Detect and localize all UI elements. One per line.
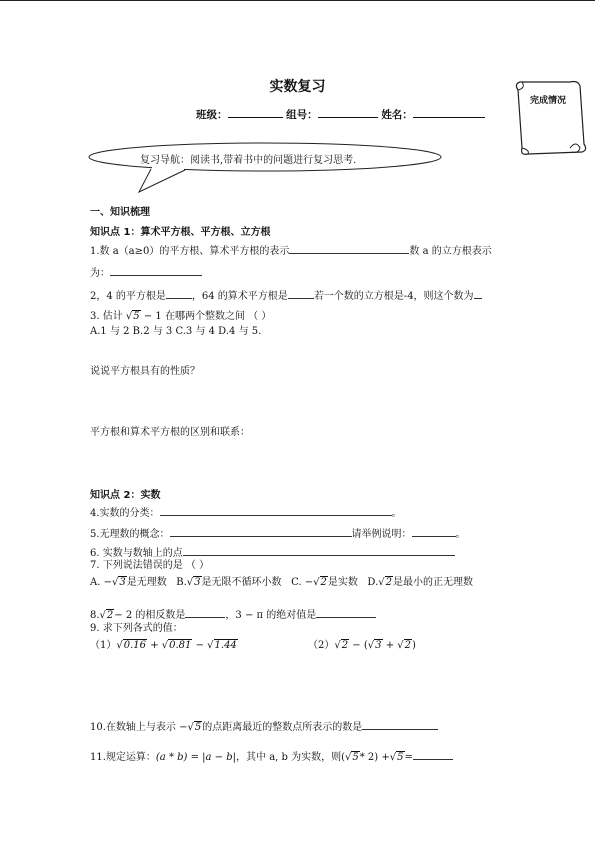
question-7: 7. 下列说法错误的是 （ ） <box>90 560 210 571</box>
sqrt-3: √3 <box>111 577 126 588</box>
q7-answer-paren[interactable]: （ ） <box>185 560 210 571</box>
q10-blank[interactable] <box>362 720 438 730</box>
group-blank[interactable] <box>318 107 378 118</box>
question-4: 4.实数的分类： 。 <box>90 508 402 519</box>
sqrt-1-44: √1.44 <box>207 640 237 651</box>
sqrt-2: √2 <box>99 610 114 621</box>
sqrt-3: √3 <box>186 577 201 588</box>
q2-blank-1[interactable] <box>166 289 192 299</box>
q5-blank-1[interactable] <box>170 527 352 537</box>
question-9-part-2: （2）√2 − (√3 + √2) <box>308 640 416 651</box>
page-title: 实数复习 <box>269 79 326 95</box>
q5-blank-2[interactable] <box>412 527 456 537</box>
question-10: 10.在数轴上与表示 −√5的点距离最近的整数点所表示的数是 <box>90 720 438 734</box>
sqrt-2: √2 <box>334 640 349 651</box>
root-difference-question: 平方根和算术平方根的区别和联系： <box>90 427 250 438</box>
square-root-properties-question: 说说平方根具有的性质？ <box>90 366 200 377</box>
question-8: 8.√2− 2 的相反数是 ，3 − π 的绝对值是 <box>90 608 376 622</box>
question-3-options: A.1 与 2 B.2 与 3 C.3 与 4 D.4 与 5. <box>90 326 262 337</box>
question-3: 3. 估计 √5 − 1 在哪两个整数之间 （ ） <box>90 311 272 322</box>
q1-blank-2[interactable] <box>110 266 202 276</box>
sqrt-5: √5 <box>187 722 202 733</box>
question-5: 5.无理数的概念： 请举例说明： 。 <box>90 529 466 540</box>
question-11: 11.规定运算：(a * b) = |a − b|，其中 a, b 为实数，则(√5* 2) +√5= <box>90 750 453 764</box>
sqrt-2: √2 <box>313 577 327 588</box>
question-2: 2，4 的平方根是 ，64 的算术平方根是 若一个数的立方根是-4，则这个数为 <box>90 289 482 303</box>
page-top-border <box>0 0 595 1</box>
completion-label: 完成情况 <box>529 96 566 106</box>
q3-answer-paren[interactable]: （ ） <box>248 311 272 322</box>
q8-blank-1[interactable] <box>185 608 225 618</box>
group-label: 组号： <box>286 109 318 121</box>
question-6: 6. 实数与数轴上的点 <box>90 546 455 560</box>
q8-blank-2[interactable] <box>316 608 376 618</box>
sqrt-0-81: √0.81 <box>161 640 192 651</box>
q11-blank[interactable] <box>413 750 453 760</box>
question-9-part-1: （1）√0.16 + √0.81 − √1.44 <box>90 640 237 651</box>
q2-blank-2[interactable] <box>288 289 314 299</box>
sqrt-5: √5 <box>125 311 140 322</box>
completion-scroll-icon <box>512 78 590 158</box>
guide-text: 复习导航：阅读书,带着书中的问题进行复习思考. <box>140 155 357 166</box>
sqrt-5: √5 <box>389 752 404 763</box>
q4-blank[interactable] <box>160 506 392 516</box>
class-blank[interactable] <box>228 107 283 118</box>
sqrt-2: √2 <box>378 577 393 588</box>
guide-speech-bubble-icon <box>85 138 445 196</box>
question-7-options: A. −√3是无理数 B.√3是无限不循环小数 C. −√2是实数 D.√2是最小的正无理数 <box>90 577 474 588</box>
question-9: 9. 求下列各式的值： <box>90 623 183 634</box>
q2-blank-3[interactable] <box>474 289 482 299</box>
name-blank[interactable] <box>413 107 485 118</box>
q6-blank[interactable] <box>183 546 455 556</box>
question-1: 1.数 a（a≥0）的平方根、算术平方根的表示 数 a 的立方根表示 <box>90 246 492 257</box>
knowledge-point-2-title: 知识点 2：实数 <box>90 490 161 501</box>
sqrt-5: √5 <box>345 752 359 763</box>
section-knowledge-title: 一、知识梳理 <box>90 207 150 218</box>
sqrt-2: √2 <box>397 640 412 651</box>
sqrt-0-16: √0.16 <box>116 640 147 651</box>
q1-blank-1[interactable] <box>289 244 409 254</box>
question-1-cont: 为： <box>90 266 202 280</box>
class-label: 班级： <box>196 109 228 121</box>
knowledge-point-1-title: 知识点 1：算术平方根、平方根、立方根 <box>90 227 271 238</box>
name-label: 姓名： <box>381 109 413 121</box>
header-fields <box>196 107 485 122</box>
sqrt-3: √3 <box>367 640 382 651</box>
